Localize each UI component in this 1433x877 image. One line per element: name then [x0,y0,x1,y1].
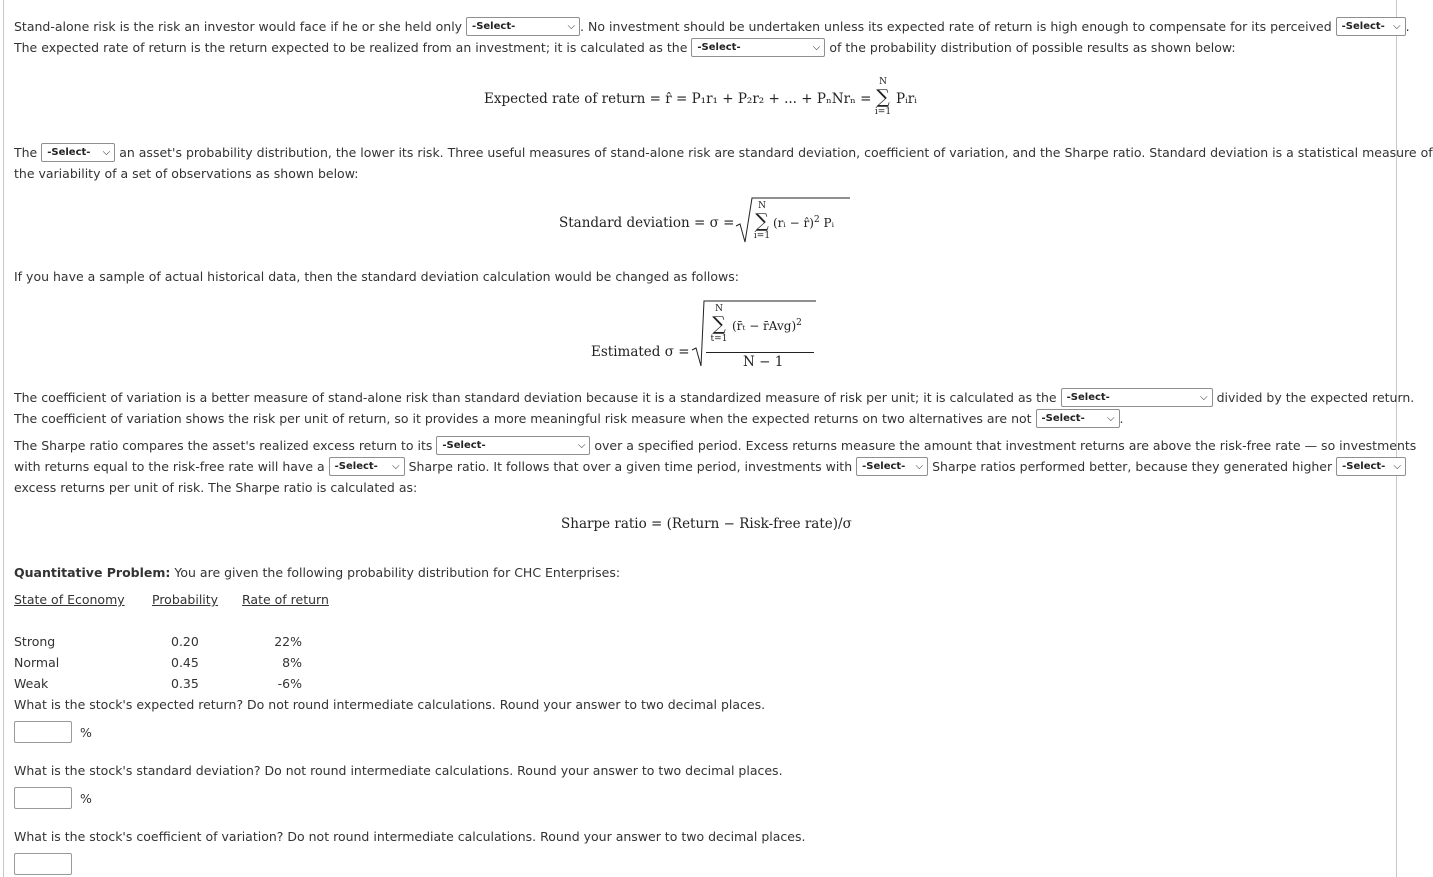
percent-unit: % [80,791,92,806]
table-cell-state: Weak [14,676,49,691]
sharpe-ratio-formula: Sharpe ratio = (Return − Risk-free rate)/σ [561,516,852,532]
chevron-down-icon: ⌵ [1393,20,1401,32]
intro-text: . No investment should be undertaken unless its expected rate of return is high enough to compensate for its perceived [580,19,1332,34]
std-dev-label: Standard deviation = σ = [559,215,735,231]
table-cell-prob: 0.45 [171,655,199,670]
sum-symbol: N ∑ t=1 [710,304,728,344]
para4-line-1: The coefficient of variation is a better measure of stand-alone risk than standard deviation because it is a standardized measure of risk per unit; it is calculated as the -Select- ⌵ divided by the expected return. [14,387,1414,408]
table-cell-rate: -6% [277,676,302,691]
table-cell-state: Normal [14,655,60,670]
intro-text: of the probability distribution of possible results as shown below: [829,40,1236,55]
sum-symbol: N ∑ i=1 [753,201,771,241]
estimated-sigma-numerator: (r̄ₜ − r̄Avg)$^2$ [732,318,802,333]
table-cell-prob: 0.35 [171,676,199,691]
para4-line-2: The coefficient of variation shows the risk per unit of return, so it provides a more meaningful risk measure when the expected returns on two alternatives are not -Select- ⌵ . [14,408,1124,429]
table-header-rate: Rate of return [242,592,329,607]
para3: If you have a sample of actual historical data, then the standard deviation calculation would be changed as follows: [14,269,739,284]
chevron-down-icon: ⌵ [577,439,586,451]
select-sharpe-excess[interactable]: -Select- ⌵ [1336,457,1406,476]
table-header-probability: Probability [152,592,219,607]
para5-line-1: The Sharpe ratio compares the asset's realized excess return to its -Select- ⌵ over a specified period. Excess returns measure the amount that investment returns are above the risk-free rate — so investments [14,435,1416,456]
table-cell-state: Strong [14,634,56,649]
select-sharpe-compare[interactable]: -Select- ⌵ [436,436,590,455]
table-cell-rate: 22% [274,634,302,649]
sum-symbol: N ∑ i=1 [874,77,892,117]
intro-text: . [1405,19,1410,34]
select-sharpe-higher[interactable]: -Select- ⌵ [856,457,928,476]
expected-return-formula: Expected rate of return = r̂ = P₁r₁ + P₂r₂ + ... + PₙNrₙ = [484,91,872,107]
expected-return-rhs: Pᵢrᵢ [896,91,917,107]
question-std-dev: What is the stock's standard deviation? Do not round intermediate calculations. Round your answer to two decimal places. [14,763,783,778]
table-cell-rate: 8% [282,655,302,670]
cv-input[interactable] [14,853,72,875]
chevron-down-icon: ⌵ [392,460,400,472]
question-expected-return: What is the stock's expected return? Do not round intermediate calculations. Round your answer to two decimal places. [14,697,766,712]
estimated-sigma-label: Estimated σ = [591,344,690,360]
select-cv-numerator[interactable]: -Select- ⌵ [1061,388,1213,407]
para2-line-1: The -Select- ⌵ an asset's probability distribution, the lower its risk. Three useful measures of stand-alone risk are standard deviation, coefficient of variation, and the Sharpe ratio. Standard deviation is a statistical measure of [14,142,1433,163]
table-cell-prob: 0.20 [171,634,199,649]
std-dev-body: (rᵢ − r̂)$^2$ Pᵢ [773,215,834,230]
intro-text: The expected rate of return is the return expected to be realized from an investment; it is calculated as the [14,40,688,55]
select-sharpe-zero[interactable]: -Select- ⌵ [329,457,405,476]
estimated-sigma-denominator: N − 1 [743,354,784,370]
expected-return-input[interactable] [14,721,72,743]
question-coefficient-of-variation: What is the stock's coefficient of variation? Do not round intermediate calculations. Round your answer to two decimal places. [14,829,806,844]
intro-line-1 [14,16,1410,37]
chevron-down-icon: ⌵ [915,460,924,472]
select-standalone-holding[interactable]: -Select- ⌵ [466,17,580,36]
select-expected-calc[interactable]: -Select- ⌵ [691,38,825,57]
select-tighter-distribution[interactable]: -Select- ⌵ [41,143,115,162]
std-dev-input[interactable] [14,787,72,809]
problem-lead: Quantitative Problem: You are given the following probability distribution for CHC Enterprises: [14,565,621,580]
para2-line-2: the variability of a set of observations as shown below: [14,166,359,181]
para5-line-3: excess returns per unit of risk. The Sharpe ratio is calculated as: [14,480,418,495]
select-cv-returns[interactable]: -Select- ⌵ [1036,409,1120,428]
chevron-down-icon: ⌵ [1200,391,1208,403]
percent-unit: % [80,725,92,740]
para5-line-2: with returns equal to the risk-free rate will have a -Select- ⌵ Sharpe ratio. It follows that over a given time period, investments with -Select- ⌵ Sharpe ratios performed better, because they generated higher -Select- ⌵ [14,456,1406,477]
fraction-bar [706,352,814,353]
select-perceived[interactable]: -Select- ⌵ [1336,17,1406,36]
intro-text: Stand-alone risk is the risk an investor would face if he or she held only [14,19,463,34]
table-header-state: State of Economy [14,592,125,607]
chevron-down-icon: ⌵ [1393,460,1402,472]
chevron-down-icon: ⌵ [567,20,576,32]
chevron-down-icon: ⌵ [102,146,111,158]
chevron-down-icon: ⌵ [812,41,821,53]
intro-line-2 [14,37,1236,58]
chevron-down-icon: ⌵ [1106,412,1115,424]
